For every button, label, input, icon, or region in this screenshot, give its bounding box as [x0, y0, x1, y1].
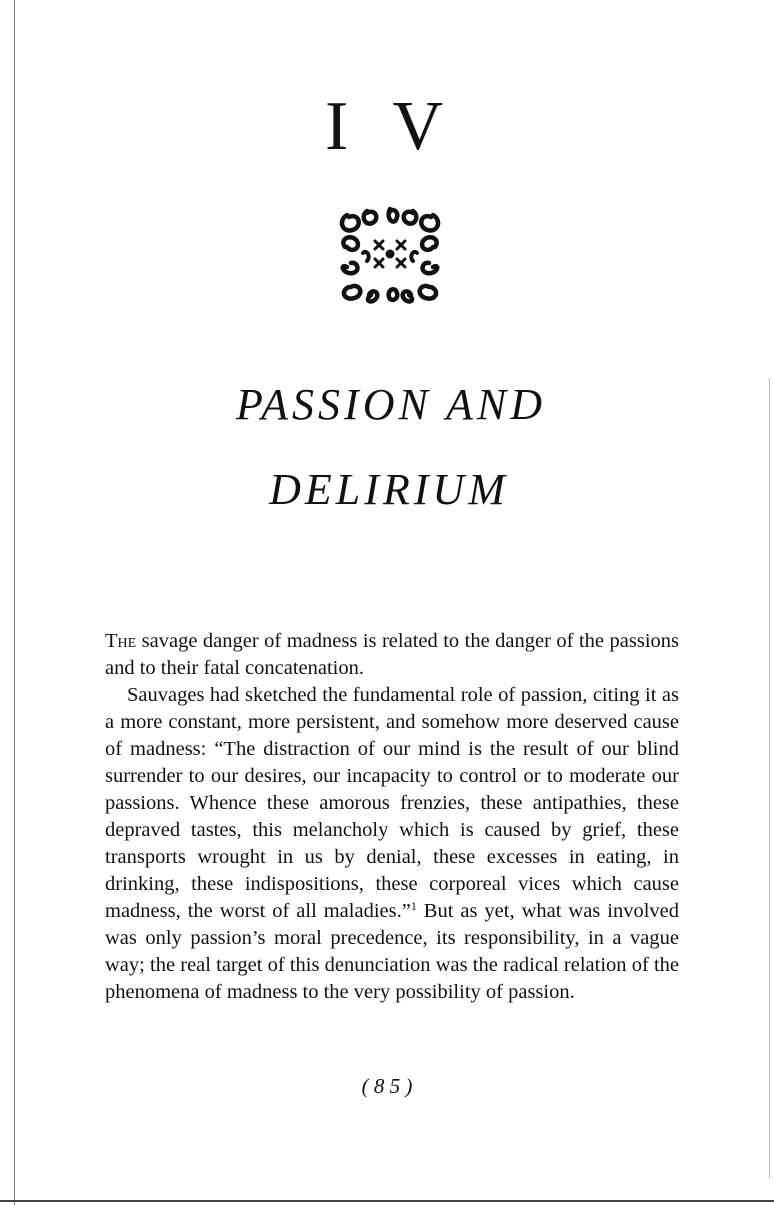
- page-edge-bottom: [0, 1200, 774, 1202]
- page-edge-left: [14, 0, 15, 1205]
- ornament-scroll: [421, 215, 438, 230]
- paragraph-text: Sauvages had sketched the fundamental role of passion, citing it as a more constant, more persistent, and somehow more deserved cause of madness: “The distraction of our mind is the result of our blind surrender to our desires, our incapacity to control or to moderate our passions. Whence these amorous frenzies, these antipathies, these depraved tastes, this melancholy which is caused by grief, these transports wrought in us by denial, these excesses in eating, in drinking, these indispositions, these corporeal vices which cause madness, the worst of all maladies.”: [105, 684, 679, 922]
- footnote-marker: 1: [410, 899, 417, 913]
- ornament-scroll: [411, 252, 417, 261]
- ornament-cross: [397, 259, 405, 267]
- ornament-scroll: [343, 263, 358, 273]
- ornament-scroll: [389, 209, 398, 222]
- ornament-scroll: [404, 211, 417, 224]
- chapter-title-line-1: PASSION AND: [235, 380, 547, 429]
- paragraph-lead-word: The: [105, 630, 137, 652]
- body-text: [105, 628, 679, 1006]
- ornament-scroll: [422, 237, 437, 250]
- ornament-scroll: [403, 291, 412, 301]
- chapter-number: I V: [324, 88, 458, 165]
- ornament-scroll: [344, 286, 360, 299]
- ornament-cross: [397, 241, 405, 249]
- decorative-ornament: [337, 205, 443, 305]
- ornament-scroll: [368, 291, 377, 301]
- ornament-scroll: [389, 289, 398, 300]
- paragraph-text-continued: But as yet, what was involved was only passion’s moral precedence, its responsibility, in a vague way; the real target of this denunciation was the radical relation of the phenomena of madness to the very possibility of passion.: [105, 900, 679, 1003]
- ornament-dot: [387, 251, 393, 257]
- paragraph: [105, 628, 679, 682]
- ornament-cross: [375, 259, 383, 267]
- chapter-title-line-2: DELIRIUM: [269, 465, 509, 514]
- ornament-cross: [375, 241, 383, 249]
- ornament-scroll: [364, 211, 377, 224]
- ornament-scroll: [423, 263, 438, 273]
- ornament-scroll: [420, 286, 436, 299]
- ornament-scroll: [343, 237, 358, 250]
- ornament-scroll: [342, 215, 359, 230]
- ornament-scroll: [363, 252, 369, 261]
- page-number: ( 8 5 ): [361, 1074, 413, 1098]
- paragraph-text: savage danger of madness is related to the danger of the passions and to their fatal concatenation.: [105, 630, 679, 679]
- paragraph: [105, 682, 679, 1006]
